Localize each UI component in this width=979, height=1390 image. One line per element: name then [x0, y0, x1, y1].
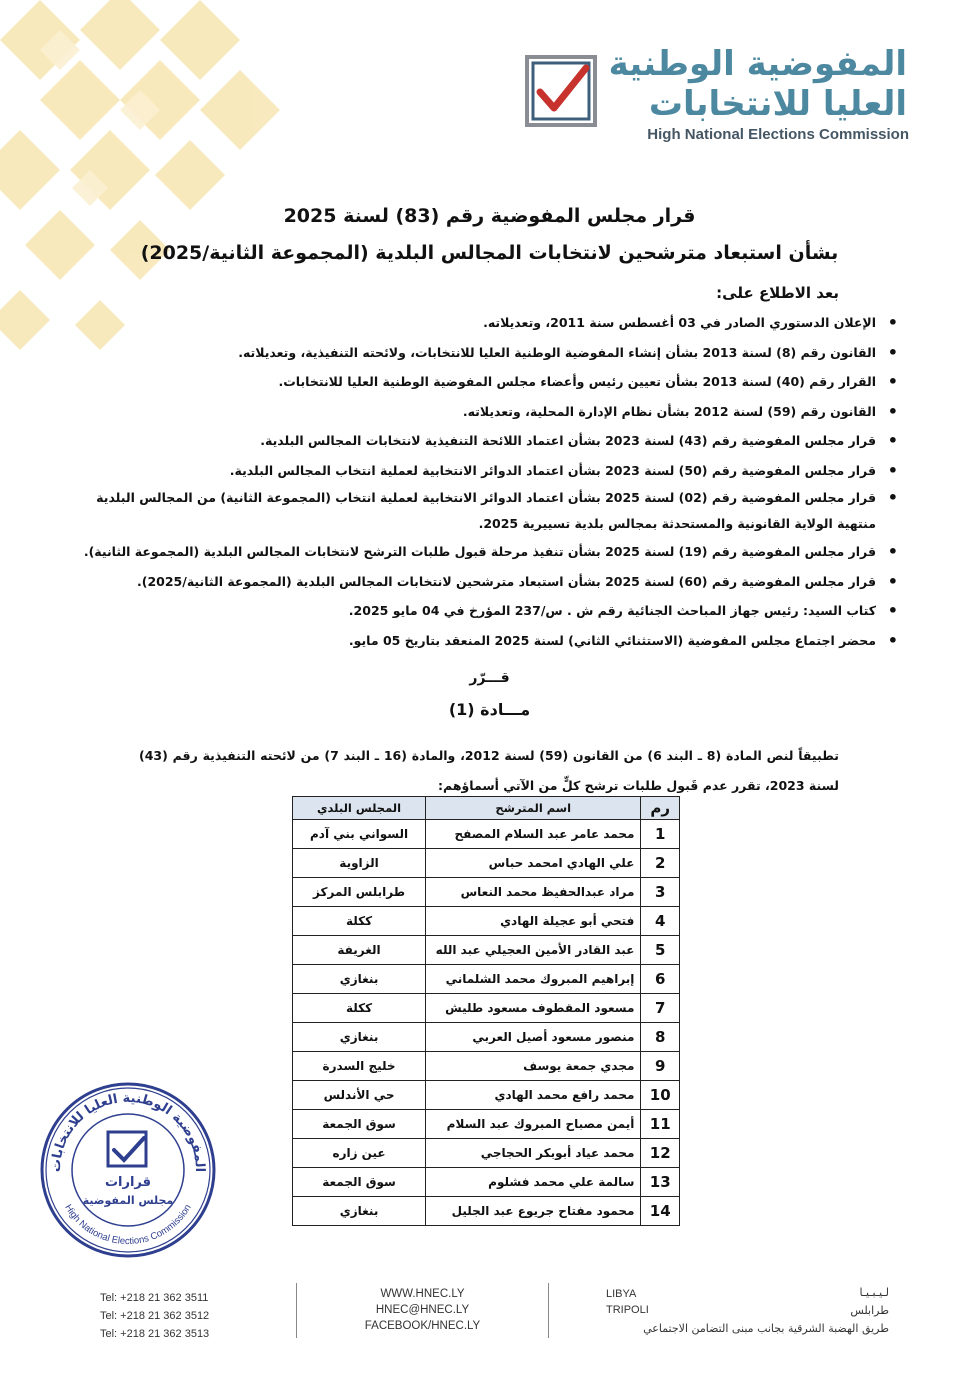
candidate-name: فتحي أبو عجيلة الهادي	[426, 907, 641, 936]
table-row	[293, 820, 680, 849]
table-header-row	[293, 797, 680, 820]
candidates-table	[292, 796, 680, 1226]
candidate-name: مراد عبدالحفيظ محمد النعاس	[426, 878, 641, 907]
municipality-name: حي الأندلس	[293, 1081, 426, 1110]
candidate-name: محمود مفتاح جريوع عبد الجليل	[426, 1197, 641, 1226]
row-number: 5	[641, 936, 680, 965]
table-row	[293, 1197, 680, 1226]
row-number: 4	[641, 907, 680, 936]
table-row	[293, 1168, 680, 1197]
header-candidate-name: اسم المترشح	[426, 797, 641, 820]
reference-item: • الإعلان الدستوري الصادر في 03 أغسطس سنة 2011، وتعديلاته.	[76, 308, 876, 338]
table-row	[293, 1139, 680, 1168]
footer-country: LIBYA	[606, 1288, 637, 1300]
candidate-name: علي الهادي امحمد حباس	[426, 849, 641, 878]
table-row	[293, 1023, 680, 1052]
reference-item: • قرار مجلس المفوضية رقم (60) لسنة 2025 بشأن استبعاد مترشحين لانتخابات المجالس البلدية (المجموعة الثانية/2025).	[76, 567, 876, 597]
municipality-name: ككلة	[293, 994, 426, 1023]
row-number: 12	[641, 1139, 680, 1168]
table-row	[293, 965, 680, 994]
reference-item: • قرار مجلس المفوضية رقم (50) لسنة 2023 بشأن اعتماد الدوائر الانتخابية لعملية انتخاب المجالس البلدية.	[76, 456, 876, 486]
municipality-name: طرابلس المركز	[293, 878, 426, 907]
row-number: 14	[641, 1197, 680, 1226]
candidate-name: منصور مسعود أصيل العربي	[426, 1023, 641, 1052]
municipality-name: السواني بني آدم	[293, 820, 426, 849]
footer-divider	[548, 1283, 549, 1338]
header-municipality: المجلس البلدي	[293, 797, 426, 820]
reference-item: • القانون رقم (59) لسنة 2012 بشأن نظام الإدارة المحلية، وتعديلاته.	[76, 397, 876, 427]
footer-divider	[296, 1283, 297, 1338]
footer-website[interactable]: WWW.HNEC.LY	[380, 1288, 465, 1300]
reference-item: • قرار مجلس المفوضية رقم (02) لسنة 2025 بشأن اعتماد الدوائر الانتخابية لعملية انتخاب (المجموعة الثانية) من المجالس البلدية منتهية الولاية القانونية والمستحدثة بمجالس بلدية تسييرية 2025.	[76, 485, 876, 537]
candidate-name: محمد رافع محمد الهادي	[426, 1081, 641, 1110]
reference-item: • محضر اجتماع مجلس المفوضية (الاستثنائي الثاني) لسنة 2025 المنعقد بتاريخ 05 مايو.	[76, 626, 876, 656]
table-row	[293, 1081, 680, 1110]
candidate-name: محمد عامر عبد السلام المصفح	[426, 820, 641, 849]
header-num: رم	[641, 797, 680, 820]
row-number: 11	[641, 1110, 680, 1139]
row-number: 10	[641, 1081, 680, 1110]
logo-arabic-line1: المفوضية الوطنية	[608, 44, 907, 84]
footer-address-arabic	[643, 1284, 889, 1338]
checkmark-ballot-icon	[524, 54, 598, 128]
footer-phone: Tel: +218 21 362 3513	[100, 1328, 210, 1340]
candidate-name: إبراهيم المبروك محمد الشلماني	[426, 965, 641, 994]
article-title: مـــادة (1)	[448, 700, 531, 719]
table-row	[293, 1052, 680, 1081]
municipality-name: الزاوية	[293, 849, 426, 878]
municipality-name: الغريفة	[293, 936, 426, 965]
row-number: 2	[641, 849, 680, 878]
table-row	[293, 849, 680, 878]
footer-city: TRIPOLI	[606, 1304, 649, 1316]
table-row	[293, 936, 680, 965]
candidate-name: سالمة علي محمد فشلوم	[426, 1168, 641, 1197]
footer-city-ar: طرابلس	[850, 1304, 889, 1317]
row-number: 13	[641, 1168, 680, 1197]
reference-item: • القانون رقم (8) لسنة 2013 بشأن إنشاء المفوضية الوطنية العليا للانتخابات، ولائحته التنفيذية، وتعديلاته.	[76, 338, 876, 368]
footer-facebook[interactable]: FACEBOOK/HNEC.LY	[364, 1320, 481, 1332]
row-number: 1	[641, 820, 680, 849]
municipality-name: عين زاره	[293, 1139, 426, 1168]
seal-center-line2: مجلس المفوضية	[82, 1194, 174, 1207]
footer-phone: Tel: +218 21 362 3512	[100, 1310, 210, 1322]
row-number: 7	[641, 994, 680, 1023]
seal-ring-english: High National Elections Commission	[62, 1202, 194, 1248]
municipality-name: بنغازي	[293, 1023, 426, 1052]
candidate-name: محمد عياد أبوبكر الحجاجي	[426, 1139, 641, 1168]
reference-item: • قرار مجلس المفوضية رقم (43) لسنة 2023 بشأن اعتماد اللائحة التنفيذية لانتخابات المجالس البلدية.	[76, 426, 876, 456]
municipality-name: بنغازي	[293, 1197, 426, 1226]
references-list	[76, 308, 876, 655]
candidate-name: عبد القادر الأمين العجيلي عبد الله	[426, 936, 641, 965]
row-number: 3	[641, 878, 680, 907]
row-number: 6	[641, 965, 680, 994]
article-text: تطبيقاً لنص المادة (8 ـ البند 6) من القانون (59) لسنة 2012، والمادة (16 ـ البند 7) من لائحته التنفيذية رقم (43) لسنة 2023، تقرر عدم قَبول طلبات ترشح كلٍّ من الآتي أسماؤهم:	[139, 748, 839, 793]
footer-country-ar: لـيـبـيـا	[859, 1286, 889, 1299]
hnec-logo	[524, 44, 909, 154]
municipality-name: ككلة	[293, 907, 426, 936]
row-number: 8	[641, 1023, 680, 1052]
municipality-name: سوق الجمعة	[293, 1168, 426, 1197]
seal-checkmark-icon	[108, 1132, 146, 1166]
municipality-name: بنغازي	[293, 965, 426, 994]
seal-center-line1: قرارات	[104, 1175, 152, 1190]
reference-item: • كتاب السيد: رئيس جهاز المباحث الجنائية رقم ش . س/237 المؤرخ في 04 مايو 2025.	[76, 596, 876, 626]
candidate-name: مجدي جمعة يوسف	[426, 1052, 641, 1081]
footer-phones	[100, 1289, 209, 1343]
decision-subject: بشأن استبعاد مترشحين لانتخابات المجالس البلدية (المجموعة الثانية/2025)	[140, 242, 839, 264]
logo-english: High National Elections Commission	[647, 126, 909, 143]
table-row	[293, 878, 680, 907]
table-row	[293, 1110, 680, 1139]
footer-street-ar: طريق الهضبة الشرقية بجانب مبنى التضامن الاجتماعي	[643, 1322, 889, 1335]
footer-email[interactable]: HNEC@HNEC.LY	[375, 1304, 470, 1316]
svg-text:High National Elections Commis	[62, 1203, 193, 1247]
decided-heading: قـــرّر	[469, 670, 510, 686]
seal-ring-arabic: المفوضية الوطنية العليا للانتخابات	[48, 1090, 208, 1173]
table-row	[293, 994, 680, 1023]
municipality-name: سوق الجمعة	[293, 1110, 426, 1139]
candidate-name: أيمن مصباح المبروك عبد السلام	[426, 1110, 641, 1139]
row-number: 9	[641, 1052, 680, 1081]
reference-item: • القرار رقم (40) لسنة 2013 بشأن تعيين رئيس وأعضاء مجلس المفوضية الوطنية العليا للانتخابات.	[76, 367, 876, 397]
candidate-name: مسعود المقطوف مسعود طليش	[426, 994, 641, 1023]
table-row	[293, 907, 680, 936]
municipality-name: خليج السدرة	[293, 1052, 426, 1081]
decision-title: قرار مجلس المفوضية رقم (83) لسنة 2025	[283, 205, 696, 227]
logo-arabic-line2: العليا للانتخابات	[648, 84, 907, 124]
footer-web	[350, 1286, 495, 1334]
after-review-heading: بعد الاطلاع على:	[716, 284, 839, 302]
official-seal	[38, 1080, 218, 1260]
footer-phone: Tel: +218 21 362 3511	[100, 1292, 209, 1304]
reference-item: • قرار مجلس المفوضية رقم (19) لسنة 2025 بشأن تنفيذ مرحلة قبول طلبات الترشح لانتخابات المجالس البلدية (المجموعة الثانية).	[76, 537, 876, 567]
